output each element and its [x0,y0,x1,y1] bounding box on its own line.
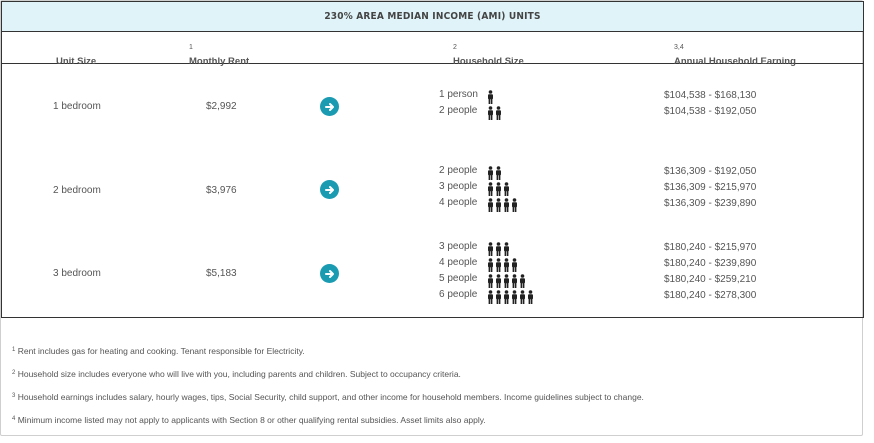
header-household-size-label: Household Size [453,56,524,67]
footnote-sup: 3 [12,393,16,399]
household-line [439,257,485,273]
household-label: 3 people [439,241,478,252]
household-label: 3 people [439,181,478,192]
household-label: 4 people [439,257,478,268]
header-monthly-rent-sup: 1 [189,44,193,51]
table-row [2,64,863,148]
footnote-sup: 4 [12,416,16,422]
footnote-3 [12,392,644,402]
table-header-row [2,32,863,67]
person-icons [487,182,511,196]
rent-cell: $3,976 [206,185,237,196]
footnote-sup: 1 [12,347,16,353]
earning-range: $136,309 - $239,890 [664,198,757,209]
person-icon-group [487,258,519,272]
household-line [439,241,485,257]
footnote-4 [12,415,486,425]
person-icons [487,90,495,104]
person-icons [487,106,503,120]
person-icon-group [487,198,519,212]
earning-range: $104,538 - $168,130 [664,90,757,101]
table-title: 230% AREA MEDIAN INCOME (AMI) UNITS [2,2,863,32]
earning-range: $180,240 - $215,970 [664,242,757,253]
household-label: 4 people [439,197,478,208]
header-household-size [453,44,524,67]
footnote-sup: 2 [12,370,16,376]
person-icons [487,274,527,288]
person-icons [487,258,519,272]
arrow-right-icon[interactable] [320,180,339,199]
header-monthly-rent [189,44,250,67]
person-icon-group [487,90,495,104]
person-icons [487,198,519,212]
footnote-2 [12,369,461,379]
header-annual-earning-sup: 3,4 [674,44,684,51]
household-line [439,289,485,305]
unit-size-cell: 2 bedroom [53,185,101,196]
unit-size-cell: 1 bedroom [53,101,101,112]
header-household-size-sup: 2 [453,44,457,51]
person-icon-group [487,242,511,256]
footnote-text: Rent includes gas for heating and cooking. Tenant responsible for Electricity. [17,346,305,356]
household-label: 2 people [439,105,478,116]
household-line [439,165,485,181]
rent-cell: $2,992 [206,101,237,112]
table-row [2,228,863,316]
earning-range: $180,240 - $278,300 [664,290,757,301]
household-line [439,105,485,121]
person-icons [487,166,503,180]
household-line [439,273,485,289]
household-label: 1 person [439,89,478,100]
footnote-text: Minimum income listed may not apply to applicants with Section 8 or other qualifying rental subsidies. Asset limits also apply. [17,415,486,425]
earning-range: $180,240 - $259,210 [664,274,757,285]
earning-range: $136,309 - $215,970 [664,182,757,193]
household-label: 5 people [439,273,478,284]
header-annual-earning [674,44,796,67]
person-icon-group [487,166,503,180]
earning-range: $104,538 - $192,050 [664,106,757,117]
header-annual-earning-label: Annual Household Earning [674,56,796,67]
header-monthly-rent-label: Monthly Rent [189,56,250,67]
person-icon-group [487,274,527,288]
person-icon-group [487,290,535,304]
ami-units-table [1,1,864,318]
table-row [2,148,863,228]
earning-range: $136,309 - $192,050 [664,166,757,177]
earning-range: $180,240 - $239,890 [664,258,757,269]
arrow-right-icon[interactable] [320,264,339,283]
unit-size-cell: 3 bedroom [53,268,101,279]
person-icon-group [487,182,511,196]
person-icons [487,242,511,256]
household-label: 6 people [439,289,478,300]
footnote-1 [12,346,305,356]
person-icon-group [487,106,503,120]
household-label: 2 people [439,165,478,176]
person-icons [487,290,535,304]
household-line [439,89,485,105]
household-line [439,181,485,197]
rent-cell: $5,183 [206,268,237,279]
arrow-right-icon[interactable] [320,97,339,116]
footnote-text: Household earnings includes salary, hourly wages, tips, Social Security, child support, and other income for household members. Income guidelines subject to change. [17,392,644,402]
household-line [439,197,485,213]
header-unit-size-label: Unit Size [56,56,97,67]
footnote-text: Household size includes everyone who will live with you, including parents and children. Subject to occupancy criteria. [17,369,461,379]
